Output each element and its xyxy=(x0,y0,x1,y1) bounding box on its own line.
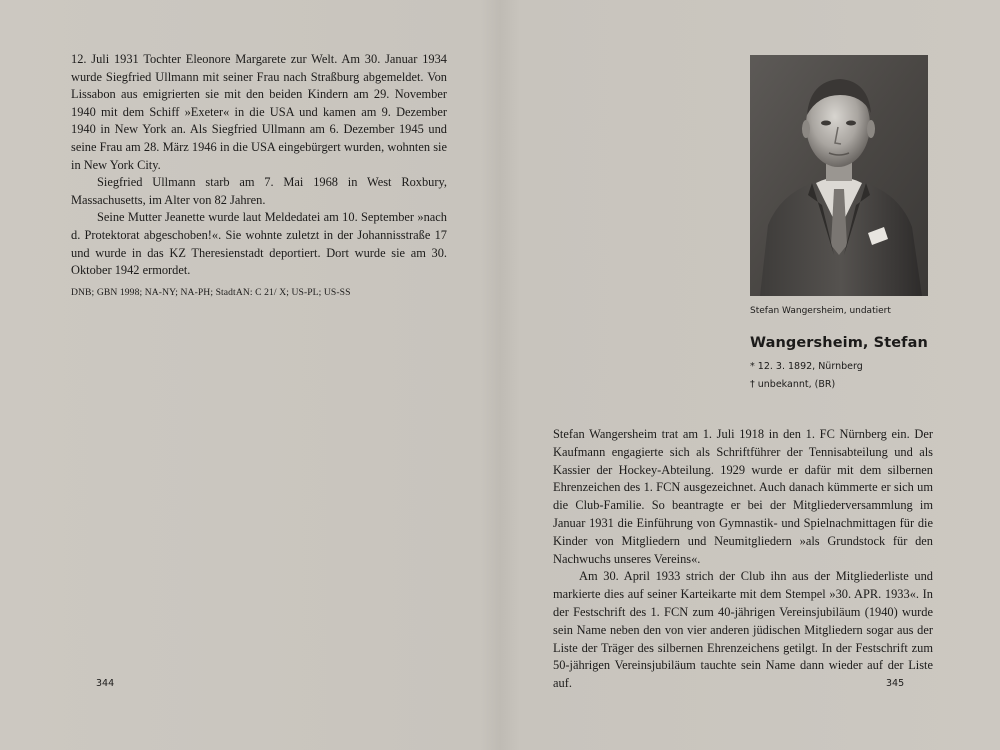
right-paragraph-2: Am 30. April 1933 strich der Club ihn aus der Mitgliederliste und markierte dies auf seiner Karteikarte mit dem Stempel »30. APR. 1933«. In der Festschrift des 1. FCN zum 40-jährigen Vereinsjubiläum (1940) wurde sein Name neben den von vier anderen jüdischen Mitgliedern sogar aus der Liste der Träger des silbernen Ehrenzeichens getilgt. In der Festschrift zum 50-jährigen Vereinsjubiläum tauchte sein Name dann wieder auf der Liste auf. xyxy=(553,569,933,691)
left-body-text xyxy=(71,51,447,280)
portrait-photo xyxy=(750,55,928,296)
left-paragraph-3: Seine Mutter Jeanette wurde laut Meldedatei am 10. September »nach d. Protektorat abgeschoben!«. Sie wohnte zuletzt in der Johannisstraße 17 und wurde in das KZ Theresienstadt deportiert. Dort wurde sie am 30. Oktober 1942 ermordet. xyxy=(71,210,447,278)
page-number-left: 344 xyxy=(96,678,115,689)
left-paragraph-1: 12. Juli 1931 Tochter Eleonore Margarete zur Welt. Am 30. Januar 1934 wurde Siegfried Ullmann mit seiner Frau nach Straßburg abgemeldet. Von Lissabon aus emigrierten sie mit den beiden Kindern am 29. November 1940 mit dem Schiff »Exeter« in die USA und kamen am 9. Dezember 1940 in New York an. Als Siegfried Ullmann am 6. Dezember 1945 und seine Frau am 28. März 1946 in die USA eingebürgert wurden, wohnten sie in New York City. xyxy=(71,52,447,172)
portrait-image-icon xyxy=(750,55,928,296)
person-name-heading: Wangersheim, Stefan xyxy=(750,335,928,351)
death-date: † unbekannt, (BR) xyxy=(750,379,836,390)
right-body-text xyxy=(553,426,933,693)
birth-date: * 12. 3. 1892, Nürnberg xyxy=(750,361,863,372)
right-page xyxy=(500,0,1000,750)
photo-caption: Stefan Wangersheim, undatiert xyxy=(750,306,891,316)
page-number-right: 345 xyxy=(886,678,905,689)
right-paragraph-1: Stefan Wangersheim trat am 1. Juli 1918 in den 1. FC Nürnberg ein. Der Kaufmann engagierte sich als Schriftführer der Tennisabteilung und als Kassier der Hockey-Abteilung. 1929 wurde er dafür mit dem silbernen Ehrenzeichen des 1. FCN ausgezeichnet. Auch danach kümmerte er sich um die Club-Familie. So beantragte er bei der Mitgliederversammlung im Januar 1931 die Einführung von Gymnastik- und Spielnachmittagen für die Kinder von Mitgliedern und Neumitgliedern »als Grundstock für den Nachwuchs unseres Vereins«. xyxy=(553,427,933,566)
life-dates xyxy=(750,358,970,394)
sources-list: DNB; GBN 1998; NA-NY; NA-PH; StadtAN: C 21/ X; US-PL; US-SS xyxy=(71,287,351,298)
left-paragraph-2: Siegfried Ullmann starb am 7. Mai 1968 in West Roxbury, Massachusetts, im Alter von 82 Jahren. xyxy=(71,175,447,207)
